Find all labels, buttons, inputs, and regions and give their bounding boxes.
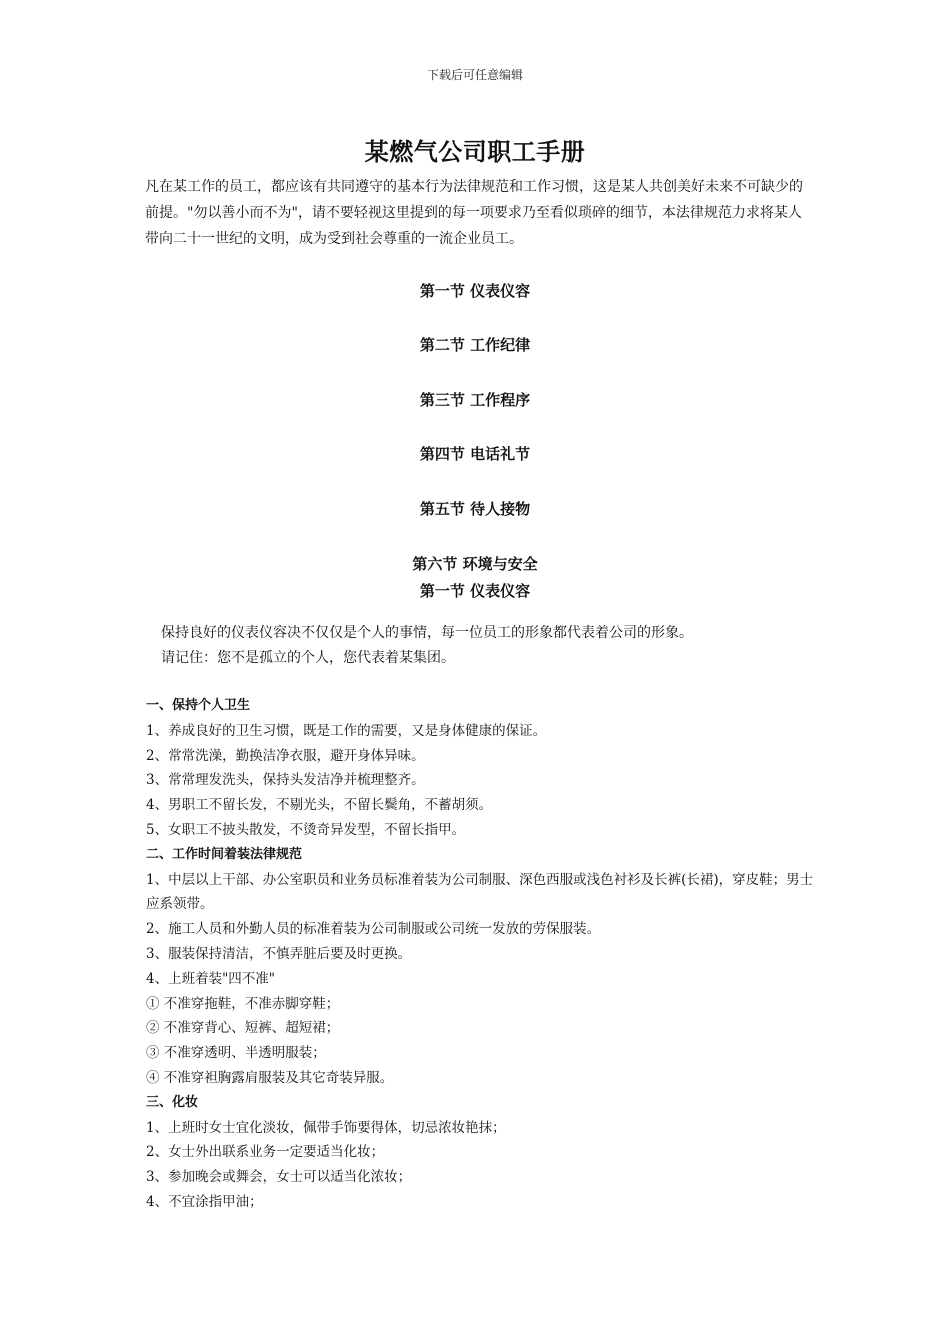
toc-item-section-2: 第二节 工作纪律 xyxy=(419,336,531,354)
dress-rule-2: ② 不准穿背心、短裤、超短裙； xyxy=(146,1020,340,1037)
section-1-paragraph-2: 请记住：您不是孤立的个人，您代表着某集团。 xyxy=(161,650,455,666)
makeup-item-4: 4、不宜涂指甲油； xyxy=(146,1193,263,1210)
dress-rule-1: ① 不准穿拖鞋，不准赤脚穿鞋； xyxy=(146,995,340,1012)
dress-item-3: 3、服装保持清洁，不慎弄脏后要及时更换。 xyxy=(146,945,412,962)
dress-item-4: 4、上班着装"四不准" xyxy=(146,970,276,987)
hygiene-heading: 一、保持个人卫生 xyxy=(146,698,251,713)
document-title: 某燃气公司职工手册 xyxy=(364,137,586,166)
page-header-note: 下载后可任意编辑 xyxy=(426,68,523,82)
makeup-heading: 三、化妆 xyxy=(146,1094,199,1110)
section-1-title: 第一节 仪表仪容 xyxy=(419,582,531,600)
makeup-item-3: 3、参加晚会或舞会，女士可以适当化浓妆； xyxy=(146,1169,412,1186)
section-1-body xyxy=(146,694,826,1215)
toc-item-section-5: 第五节 待人接物 xyxy=(419,500,531,518)
makeup-item-1: 1、上班时女士宜化淡妆，佩带手饰要得体，切忌浓妆艳抹； xyxy=(146,1119,506,1136)
toc-item-section-4: 第四节 电话礼节 xyxy=(419,445,531,463)
makeup-item-2: 2、女士外出联系业务一定要适当化妆； xyxy=(146,1144,385,1161)
dress-rule-3: ③ 不准穿透明、半透明服装； xyxy=(146,1045,326,1062)
dress-item-1: 1、中层以上干部、办公室职员和业务员标准着装为公司制服、深色西服或浅色衬衫及长裤(长裙)，穿皮鞋；男士应系领带。 xyxy=(146,871,814,913)
hygiene-item-2: 2、常常洗澡，勤换洁净衣服，避开身体异味。 xyxy=(146,747,425,764)
dress-item-2: 2、施工人员和外勤人员的标准着装为公司制服或公司统一发放的劳保服装。 xyxy=(146,921,601,938)
dress-rule-4: ④ 不准穿袒胸露肩服装及其它奇装异服。 xyxy=(146,1069,394,1086)
toc-item-section-3: 第三节 工作程序 xyxy=(419,391,531,409)
toc-item-section-1: 第一节 仪表仪容 xyxy=(419,282,531,300)
hygiene-item-4: 4、男职工不留长发，不剔光头，不留长鬓角，不蓄胡须。 xyxy=(146,797,493,814)
intro-paragraph: 凡在某工作的员工，都应该有共同遵守的基本行为法律规范和工作习惯，这是某人共创美好未来不可缺少的前提。"勿以善小而不为"，请不要轻视这里提到的每一项要求乃至看似琐碎的细节，本法律规范力求将某人带向二十一世纪的文明，成为受到社会尊重的一流企业员工。 xyxy=(145,179,803,247)
toc-item-section-6: 第六节 环境与安全 xyxy=(412,555,538,573)
dress-heading: 二、工作时间着装法律规范 xyxy=(146,846,303,862)
hygiene-item-5: 5、女职工不披头散发，不烫奇异发型，不留长指甲。 xyxy=(146,821,466,838)
section-1-paragraph-1: 保持良好的仪表仪容决不仅仅是个人的事情，每一位员工的形象都代表着公司的形象。 xyxy=(161,625,693,641)
hygiene-item-3: 3、常常理发洗头，保持头发洁净并梳理整齐。 xyxy=(146,772,425,789)
hygiene-item-1: 1、养成良好的卫生习惯，既是工作的需要，又是身体健康的保证。 xyxy=(146,722,547,739)
